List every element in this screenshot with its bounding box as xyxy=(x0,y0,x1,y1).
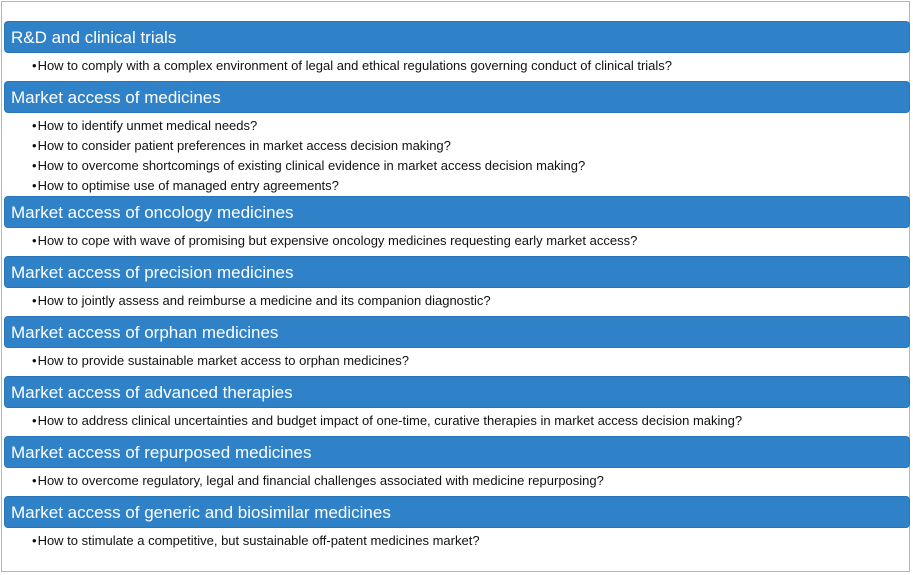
list-item: •How to jointly assess and reimburse a medicine and its companion diagnostic? xyxy=(32,291,491,311)
section-title: Market access of orphan medicines xyxy=(11,323,279,342)
bullet-list xyxy=(32,56,672,76)
section-title: Market access of generic and biosimilar medicines xyxy=(11,503,391,522)
list-item: •How to identify unmet medical needs? xyxy=(32,116,585,136)
section-header xyxy=(4,436,910,468)
list-item: •How to comply with a complex environment of legal and ethical regulations governing conduct of clinical trials? xyxy=(32,56,672,76)
list-item: •How to overcome regulatory, legal and financial challenges associated with medicine repurposing? xyxy=(32,471,604,491)
bullet-icon: • xyxy=(32,118,37,133)
section-title: Market access of medicines xyxy=(11,88,221,107)
section-header xyxy=(4,256,910,288)
bullet-icon: • xyxy=(32,413,37,428)
section-header xyxy=(4,21,910,53)
bullet-icon: • xyxy=(32,233,37,248)
section-title: Market access of oncology medicines xyxy=(11,203,294,222)
bullet-list xyxy=(32,351,409,371)
bullet-icon: • xyxy=(32,293,37,308)
section-title: Market access of precision medicines xyxy=(11,263,294,282)
list-item: •How to cope with wave of promising but expensive oncology medicines requesting early market access? xyxy=(32,231,637,251)
section-header xyxy=(4,376,910,408)
bullet-icon: • xyxy=(32,533,37,548)
list-item: •How to address clinical uncertainties and budget impact of one-time, curative therapies in market access decision making? xyxy=(32,411,742,431)
list-item: •How to provide sustainable market access to orphan medicines? xyxy=(32,351,409,371)
list-item: •How to overcome shortcomings of existing clinical evidence in market access decision making? xyxy=(32,156,585,176)
bullet-icon: • xyxy=(32,58,37,73)
section-title: R&D and clinical trials xyxy=(11,28,177,47)
bullet-list xyxy=(32,231,637,251)
section-header xyxy=(4,496,910,528)
section-header xyxy=(4,196,910,228)
bullet-icon: • xyxy=(32,178,37,193)
bullet-icon: • xyxy=(32,473,37,488)
bullet-list xyxy=(32,531,480,551)
section-title: Market access of advanced therapies xyxy=(11,383,293,402)
bullet-icon: • xyxy=(32,353,37,368)
bullet-list xyxy=(32,291,491,311)
section-header xyxy=(4,81,910,113)
bullet-list xyxy=(32,471,604,491)
bullet-icon: • xyxy=(32,138,37,153)
bullet-list xyxy=(32,116,585,196)
list-item: •How to stimulate a competitive, but sustainable off-patent medicines market? xyxy=(32,531,480,551)
section-header xyxy=(4,316,910,348)
section-title: Market access of repurposed medicines xyxy=(11,443,312,462)
list-item: •How to consider patient preferences in market access decision making? xyxy=(32,136,585,156)
list-item: •How to optimise use of managed entry agreements? xyxy=(32,176,585,196)
bullet-icon: • xyxy=(32,158,37,173)
bullet-list xyxy=(32,411,742,431)
